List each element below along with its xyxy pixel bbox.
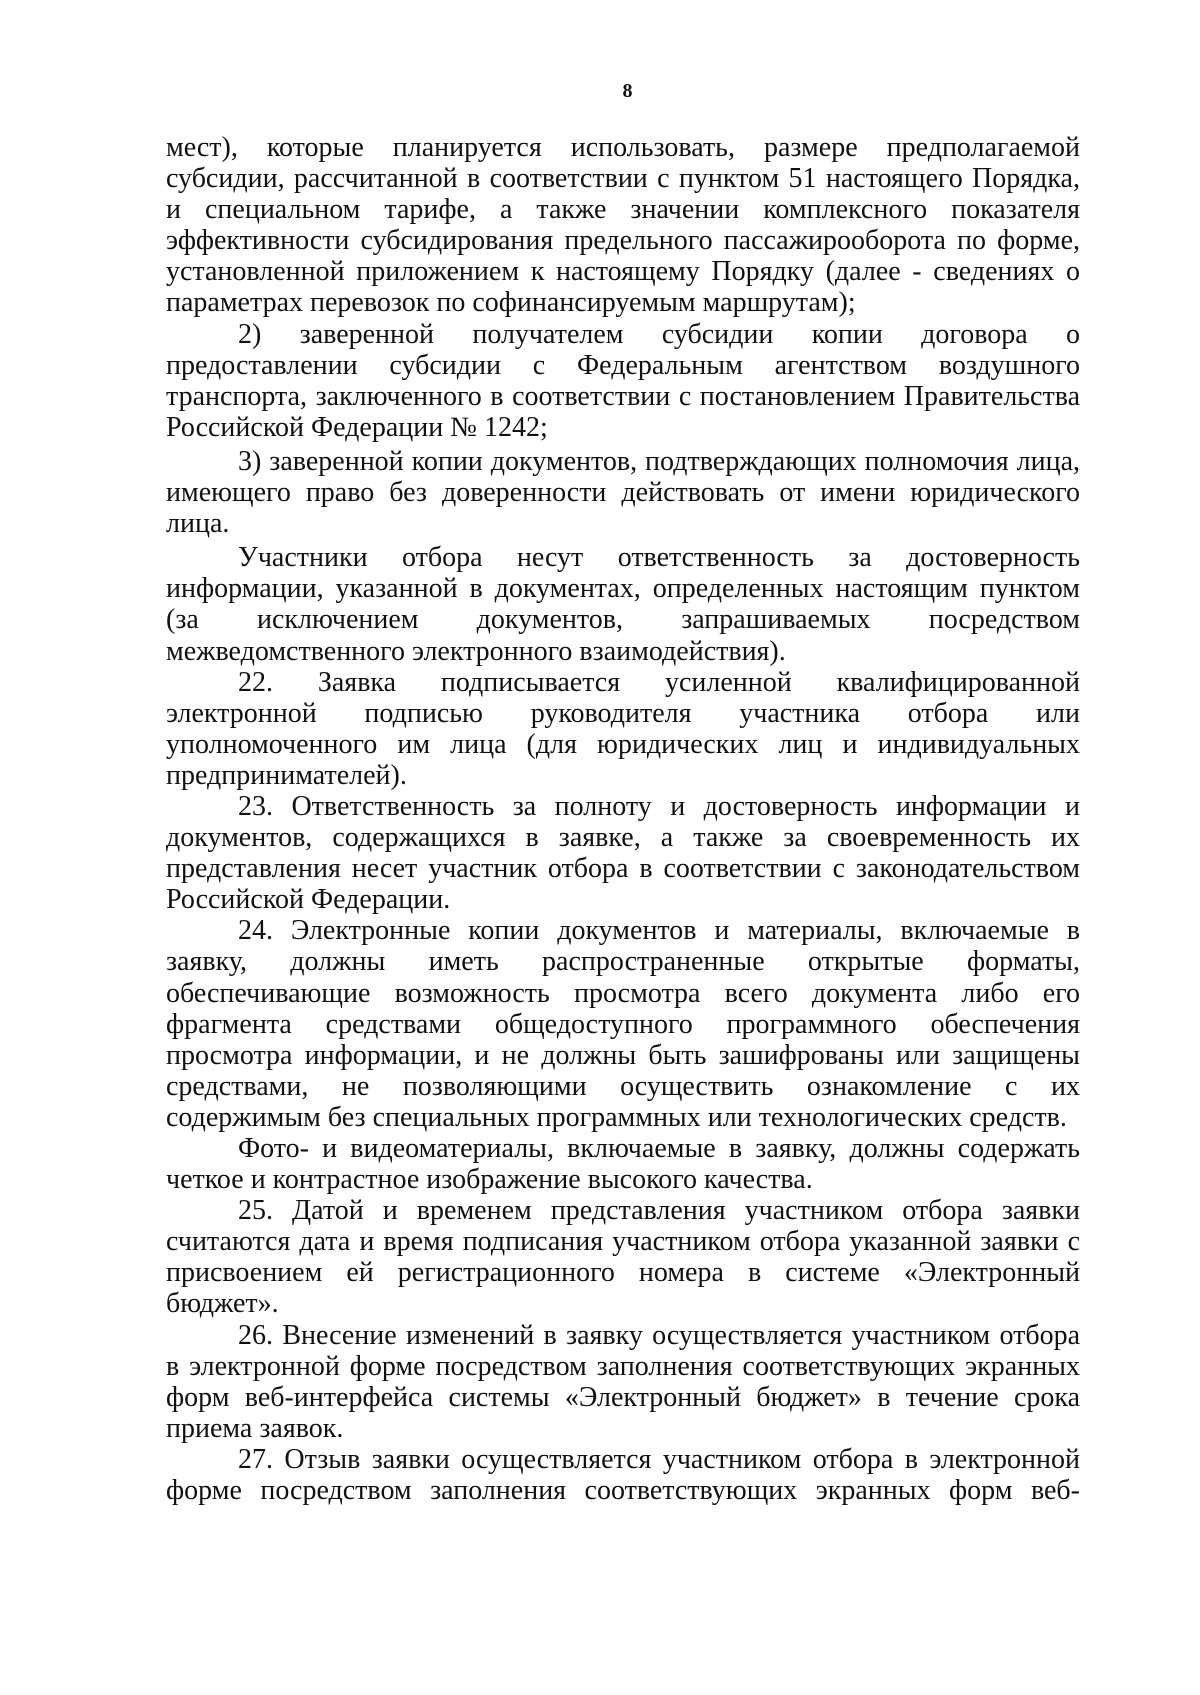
page-number: 8 bbox=[622, 80, 633, 102]
paragraph-27: 27. Отзыв заявки осуществляется участником отбора в электронной форме посредством заполнения соответствующих экранных форм веб- bbox=[166, 1443, 1080, 1507]
paragraph-item-2: 2) заверенной получателем субсидии копии договора о предоставлении субсидии с Федеральным агентством воздушного транспорта, заключенного в соответствии с постановлением Правительства Российской Федерации № 1242; bbox=[166, 318, 1080, 443]
paragraph-params-continuation: мест), которые планируется использовать, размере предполагаемой субсидии, рассчитанной в соответствии с пунктом 51 настоящего Порядка, и специальном тарифе, а также значении комплексного показателя эффективности субсидирования предельного пассажирооборота по форме, установленной приложением к настоящему Порядку (далее - сведениях о параметрах перевозок по софинансируемым маршрутам); bbox=[166, 132, 1080, 319]
paragraph-photo-video: Фото- и видеоматериалы, включаемые в заявку, должны содержать четкое и контрастное изображение высокого качества. bbox=[166, 1133, 1080, 1196]
paragraph-25: 25. Датой и временем представления участником отбора заявки считаются дата и время подписания участником отбора указанной заявки с присвоением ей регистрационного номера в системе «Электронный бюджет». bbox=[166, 1195, 1080, 1320]
paragraph-24: 24. Электронные копии документов и материалы, включаемые в заявку, должны иметь распространенные открытые форматы, обеспечивающие возможность просмотра всего документа либо его фрагмента средствами общедоступного программного обеспечения просмотра информации, и не должны быть зашифрованы или защищены средствами, не позволяющими осуществить ознакомление с их содержимым без специальных программных или технологических средств. bbox=[166, 915, 1080, 1133]
document-body bbox=[166, 132, 1080, 1506]
paragraph-participants-responsibility: Участники отбора несут ответственность за достоверность информации, указанной в документах, определенных настоящим пунктом (за исключением документов, запрашиваемых посредством межведомственного электронного взаимодействия). bbox=[166, 542, 1080, 667]
paragraph-26: 26. Внесение изменений в заявку осуществляется участником отбора в электронной форме посредством заполнения соответствующих экранных форм веб-интерфейса системы «Электронный бюджет» в течение срока приема заявок. bbox=[166, 1319, 1080, 1444]
paragraph-23: 23. Ответственность за полноту и достоверность информации и документов, содержащихся в заявке, а также за своевременность их представления несет участник отбора в соответствии с законодательством Российской Федерации. bbox=[166, 790, 1080, 916]
paragraph-22: 22. Заявка подписывается усиленной квалифицированной электронной подписью руководителя участника отбора или уполномоченного им лица (для юридических лиц и индивидуальных предпринимателей). bbox=[166, 666, 1080, 791]
paragraph-item-3: 3) заверенной копии документов, подтверждающих полномочия лица, имеющего право без доверенности действовать от имени юридического лица. bbox=[166, 445, 1080, 540]
